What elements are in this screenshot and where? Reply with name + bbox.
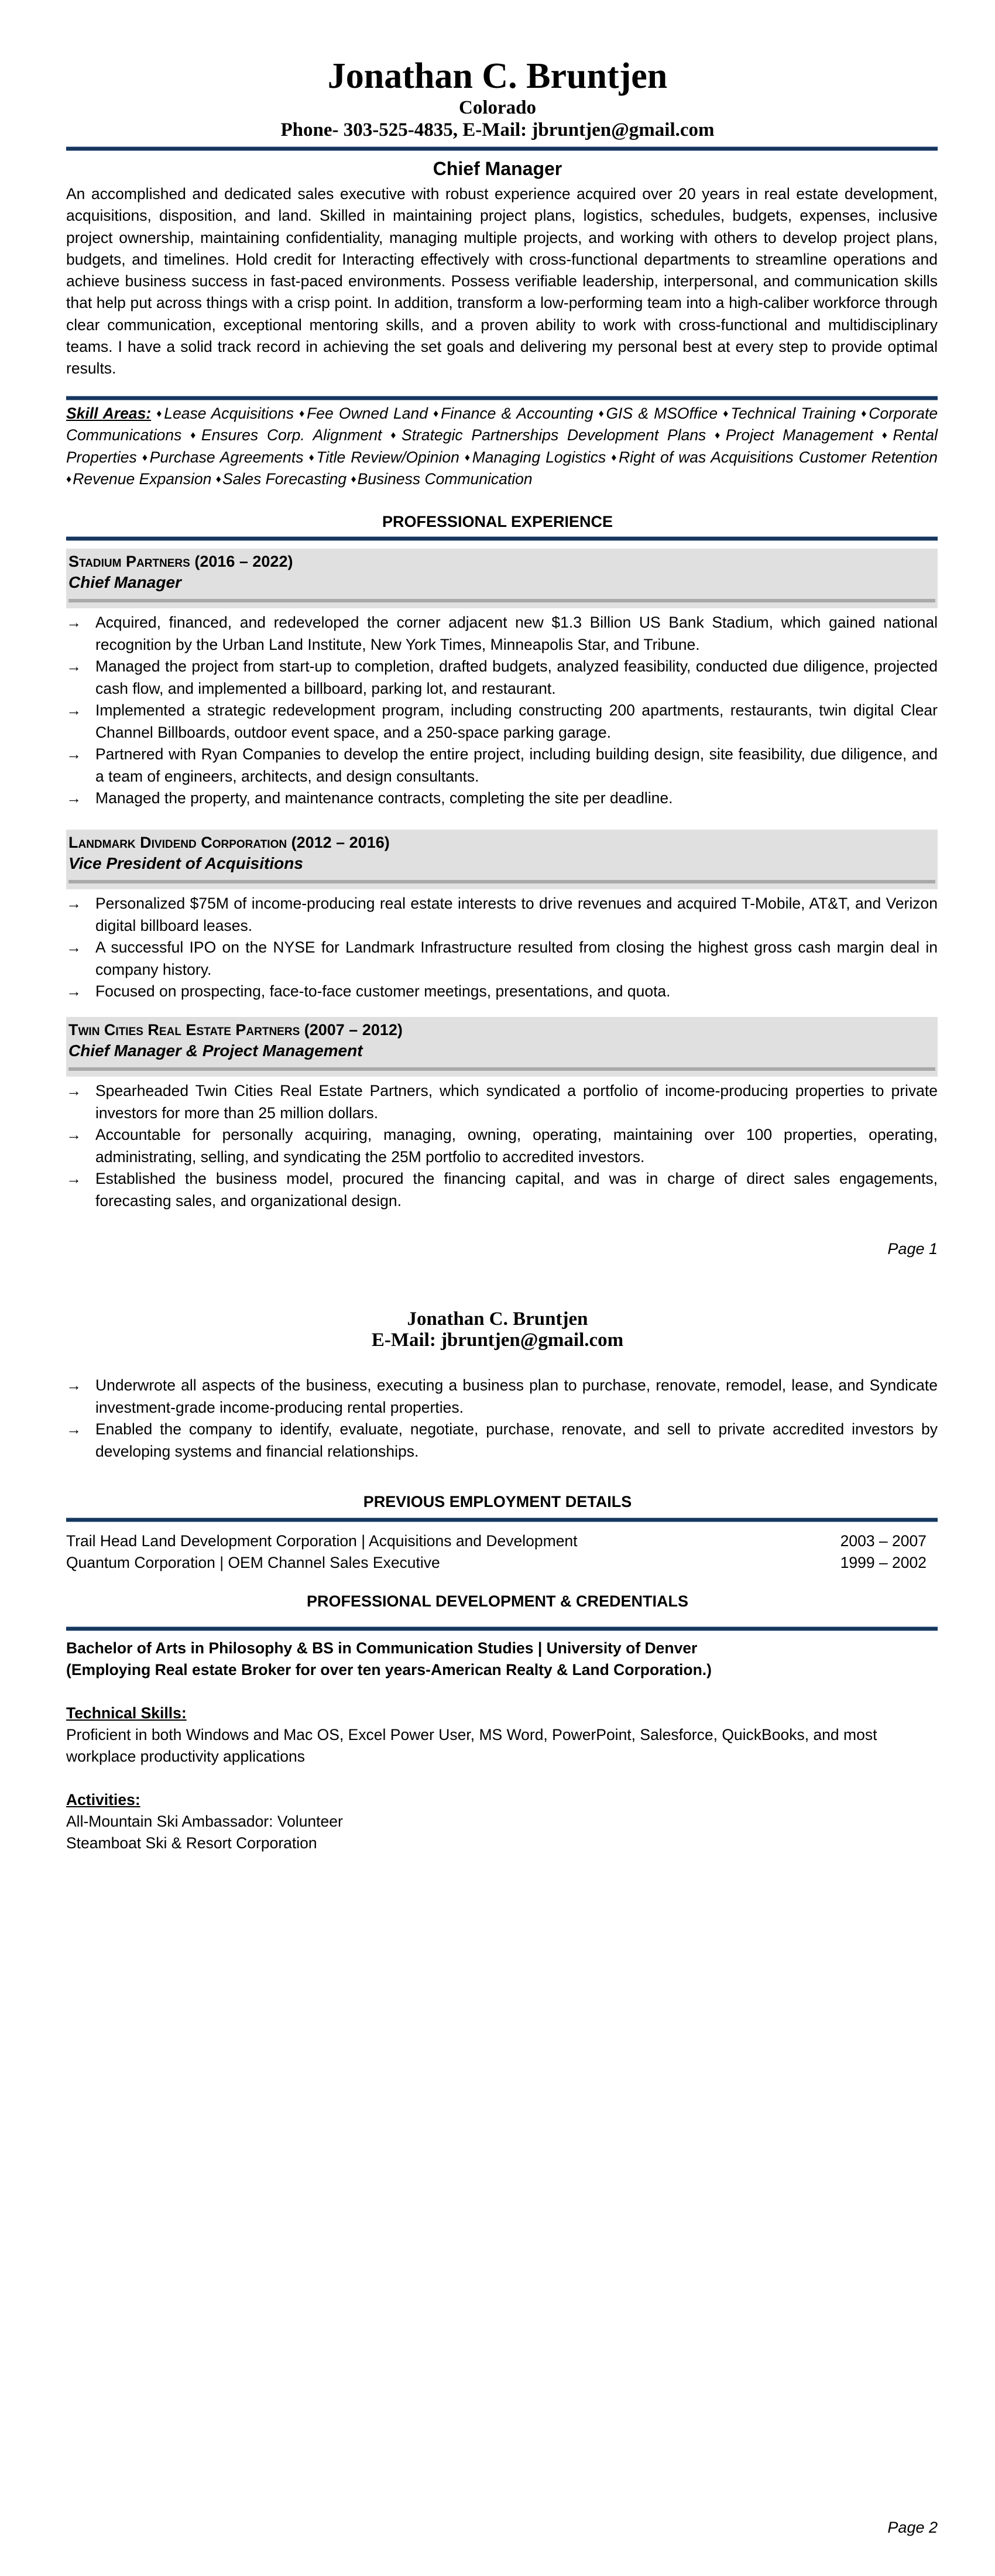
summary-paragraph: An accomplished and dedicated sales executive with robust experience acquired over 20 years in real estate development, acquisitions, disposition, and land. Skilled in maintaining project plans, logistics, schedules, budgets, expenses, inclusive project ownership, maintaining confidentiality, managing multiple projects, and working with others to develop project plans, budgets, and timelines. Hold credit for Interacting effectively with cross-functional departments to streamline operations and achieve business success in fast-paced environments. Possess verifiable leadership, interpersonal, and communication skills that help put across things with a crisp point. In addition, transform a low-performing team into a high-caliber workforce through clear communication, exceptional mentoring skills, and a proven ability to work with cross-functional and multidisciplinary teams. I have a solid track record in achieving the set goals and delivering my personal best at every step to provide optimal results.: [66, 185, 938, 378]
skill-item: ♦ Finance & Accounting: [433, 405, 593, 422]
degree-line: Bachelor of Arts in Philosophy & BS in Communication Studies | University of Denver: [66, 1639, 698, 1657]
skill-item: ♦ Title Review/Opinion: [309, 448, 459, 466]
page-number-2: Page 2: [887, 2519, 938, 2536]
job-entry-twin-cities: [66, 1017, 938, 1212]
skill-item: ♦ Ensures Corp. Alignment: [190, 426, 382, 444]
arrow-right-icon: →: [66, 1126, 81, 1143]
employment-description: Trail Head Land Development Corporation | Acquisitions and Development: [66, 1532, 578, 1550]
employment-row: [66, 1552, 927, 1574]
skill-item: ♦ Strategic Partnerships Development Plans: [390, 426, 706, 444]
skill-item: ♦ Purchase Agreements: [142, 448, 304, 466]
arrow-right-icon: →: [66, 895, 81, 912]
skill-item: ♦ GIS & MSOffice: [599, 405, 718, 422]
skill-item: ♦ Business Communication: [351, 470, 532, 488]
employment-description: Quantum Corporation | OEM Channel Sales Executive: [66, 1554, 440, 1571]
arrow-right-icon: →: [66, 1170, 81, 1187]
job-header: [66, 830, 938, 889]
arrow-right-icon: →: [66, 614, 81, 631]
degree-note: (Employing Real estate Broker for over ten years-American Realty & Land Corporation.): [66, 1661, 712, 1678]
job-role: Vice President of Acquisitions: [68, 854, 303, 872]
bullet-item: → A successful IPO on the NYSE for Landmark Infrastructure resulted from closing the highest gross cash margin deal in company history.: [66, 937, 938, 981]
bullet-item: → Personalized $75M of income-producing real estate interests to drive revenues and acquired T-Mobile, AT&T, and Verizon digital billboard leases.: [66, 893, 938, 937]
job-bullets: [66, 1080, 938, 1212]
page2-header-name: Jonathan C. Bruntjen: [407, 1308, 588, 1330]
employment-years: 2003 – 2007: [840, 1532, 927, 1550]
contact-info: Phone- 303-525-4835, E-Mail: jbruntjen@gmail.com: [280, 119, 715, 141]
page-number-1: Page 1: [887, 1240, 938, 1258]
skill-item: ♦ Sales Forecasting: [216, 470, 346, 488]
technical-skills-heading: Technical Skills:: [66, 1704, 187, 1722]
job-company: Stadium Partners (2016 – 2022): [68, 553, 293, 570]
bullet-item: → Managed the property, and maintenance contracts, completing the site per deadline.: [66, 787, 938, 810]
arrow-right-icon: →: [66, 745, 81, 763]
bullet-item: → Acquired, financed, and redeveloped the corner adjacent new $1.3 Billion US Bank Stadium, which gained national recognition by the Urban Land Institute, New York Times, Minneapolis Star, and Tribune.: [66, 612, 938, 656]
job-entry-landmark-dividend: [66, 830, 938, 1003]
header-divider: [66, 146, 938, 151]
candidate-location: Colorado: [459, 97, 536, 118]
employment-years: 1999 – 2002: [840, 1554, 927, 1571]
arrow-right-icon: →: [66, 938, 81, 956]
arrow-right-icon: →: [66, 789, 81, 807]
bullet-item: → Enabled the company to identify, evaluate, negotiate, purchase, renovate, and sell to private accredited investors by developing systems and financial relationships.: [66, 1419, 938, 1462]
skill-item: ♦ Fee Owned Land: [299, 405, 428, 422]
job-bullets: [66, 612, 938, 810]
skill-areas-label: Skill Areas:: [66, 405, 152, 422]
previous-employment-divider: [66, 1517, 938, 1522]
technical-skills-text: Proficient in both Windows and Mac OS, Excel Power User, MS Word, PowerPoint, Salesforce, QuickBooks, and most workplace productivity applications: [66, 1726, 877, 1765]
arrow-right-icon: →: [66, 982, 81, 1000]
bullet-item: → Underwrote all aspects of the business, executing a business plan to purchase, renovate, remodel, lease, and Syndicate investment-grade income-producing rental properties.: [66, 1375, 938, 1419]
experience-divider: [66, 536, 938, 541]
skill-areas: [66, 403, 938, 490]
job-header: [66, 549, 938, 608]
bullet-item: → Managed the project from start-up to completion, drafted budgets, analyzed feasibility, conducted due diligence, projected cash flow, and implemented a billboard, parking lot, and restaurant.: [66, 656, 938, 700]
bullet-item: → Accountable for personally acquiring, managing, owning, operating, maintaining over 100 properties, operating, administrating, selling, and syndicating the 25M portfolio to accredited investors.: [66, 1124, 938, 1168]
skill-item: ♦ Managing Logistics: [465, 448, 606, 466]
activity-item: Steamboat Ski & Resort Corporation: [66, 1834, 317, 1852]
arrow-right-icon: →: [66, 1376, 81, 1394]
arrow-right-icon: →: [66, 1082, 81, 1099]
activities-heading: Activities:: [66, 1791, 140, 1808]
job-company: Landmark Dividend Corporation (2012 – 2016): [68, 834, 390, 851]
skills-divider: [66, 396, 938, 400]
candidate-name: Jonathan C. Bruntjen: [327, 56, 668, 96]
job-role: Chief Manager & Project Management: [68, 1042, 363, 1060]
bullet-item: → Established the business model, procured the financing capital, and was in charge of direct sales engagements, forecasting sales, and organizational design.: [66, 1168, 938, 1212]
skill-item: ♦ Technical Training: [723, 405, 856, 422]
skill-item: ♦ Corporate Communications: [66, 405, 938, 444]
activity-item: All-Mountain Ski Ambassador: Volunteer: [66, 1813, 343, 1830]
arrow-right-icon: →: [66, 657, 81, 675]
job-header: [66, 1017, 938, 1077]
credentials-divider: [66, 1626, 938, 1631]
arrow-right-icon: →: [66, 701, 81, 719]
section-title-experience: PROFESSIONAL EXPERIENCE: [382, 513, 613, 530]
skill-item: ♦ Right of was Acquisitions Customer Retention: [611, 448, 938, 466]
job-entry-stadium-partners: [66, 549, 938, 810]
job-bullets: [66, 893, 938, 1003]
bullet-item: → Spearheaded Twin Cities Real Estate Partners, which syndicated a portfolio of income-producing properties to private investors for more than 25 million dollars.: [66, 1080, 938, 1124]
headline-title: Chief Manager: [433, 158, 562, 179]
arrow-right-icon: →: [66, 1420, 81, 1438]
bullet-item: → Implemented a strategic redevelopment program, including constructing 200 apartments, restaurants, twin digital Clear Channel Billboards, outdoor event space, and a 250-space parking garage.: [66, 700, 938, 744]
page2-header-email: E-Mail: jbruntjen@gmail.com: [371, 1330, 624, 1351]
section-title-credentials: PROFESSIONAL DEVELOPMENT & CREDENTIALS: [306, 1592, 689, 1610]
skill-item: ♦ Revenue Expansion: [66, 470, 211, 488]
bullet-item: → Focused on prospecting, face-to-face customer meetings, presentations, and quota.: [66, 981, 938, 1003]
bullet-item: → Partnered with Ryan Companies to develop the entire project, including building design, site feasibility, due diligence, and a team of engineers, architects, and design consultants.: [66, 744, 938, 787]
job-bullets-continued: [66, 1375, 938, 1462]
skill-item: ♦ Rental Properties: [66, 426, 938, 465]
skill-item: ♦ Lease Acquisitions: [156, 405, 294, 422]
job-role: Chief Manager: [68, 573, 181, 591]
job-company: Twin Cities Real Estate Partners (2007 – 2012): [68, 1021, 403, 1039]
section-title-previous-employment: PREVIOUS EMPLOYMENT DETAILS: [363, 1493, 632, 1510]
employment-row: [66, 1530, 927, 1552]
skill-item: ♦ Project Management: [715, 426, 873, 444]
credentials-block: [66, 1638, 938, 1854]
